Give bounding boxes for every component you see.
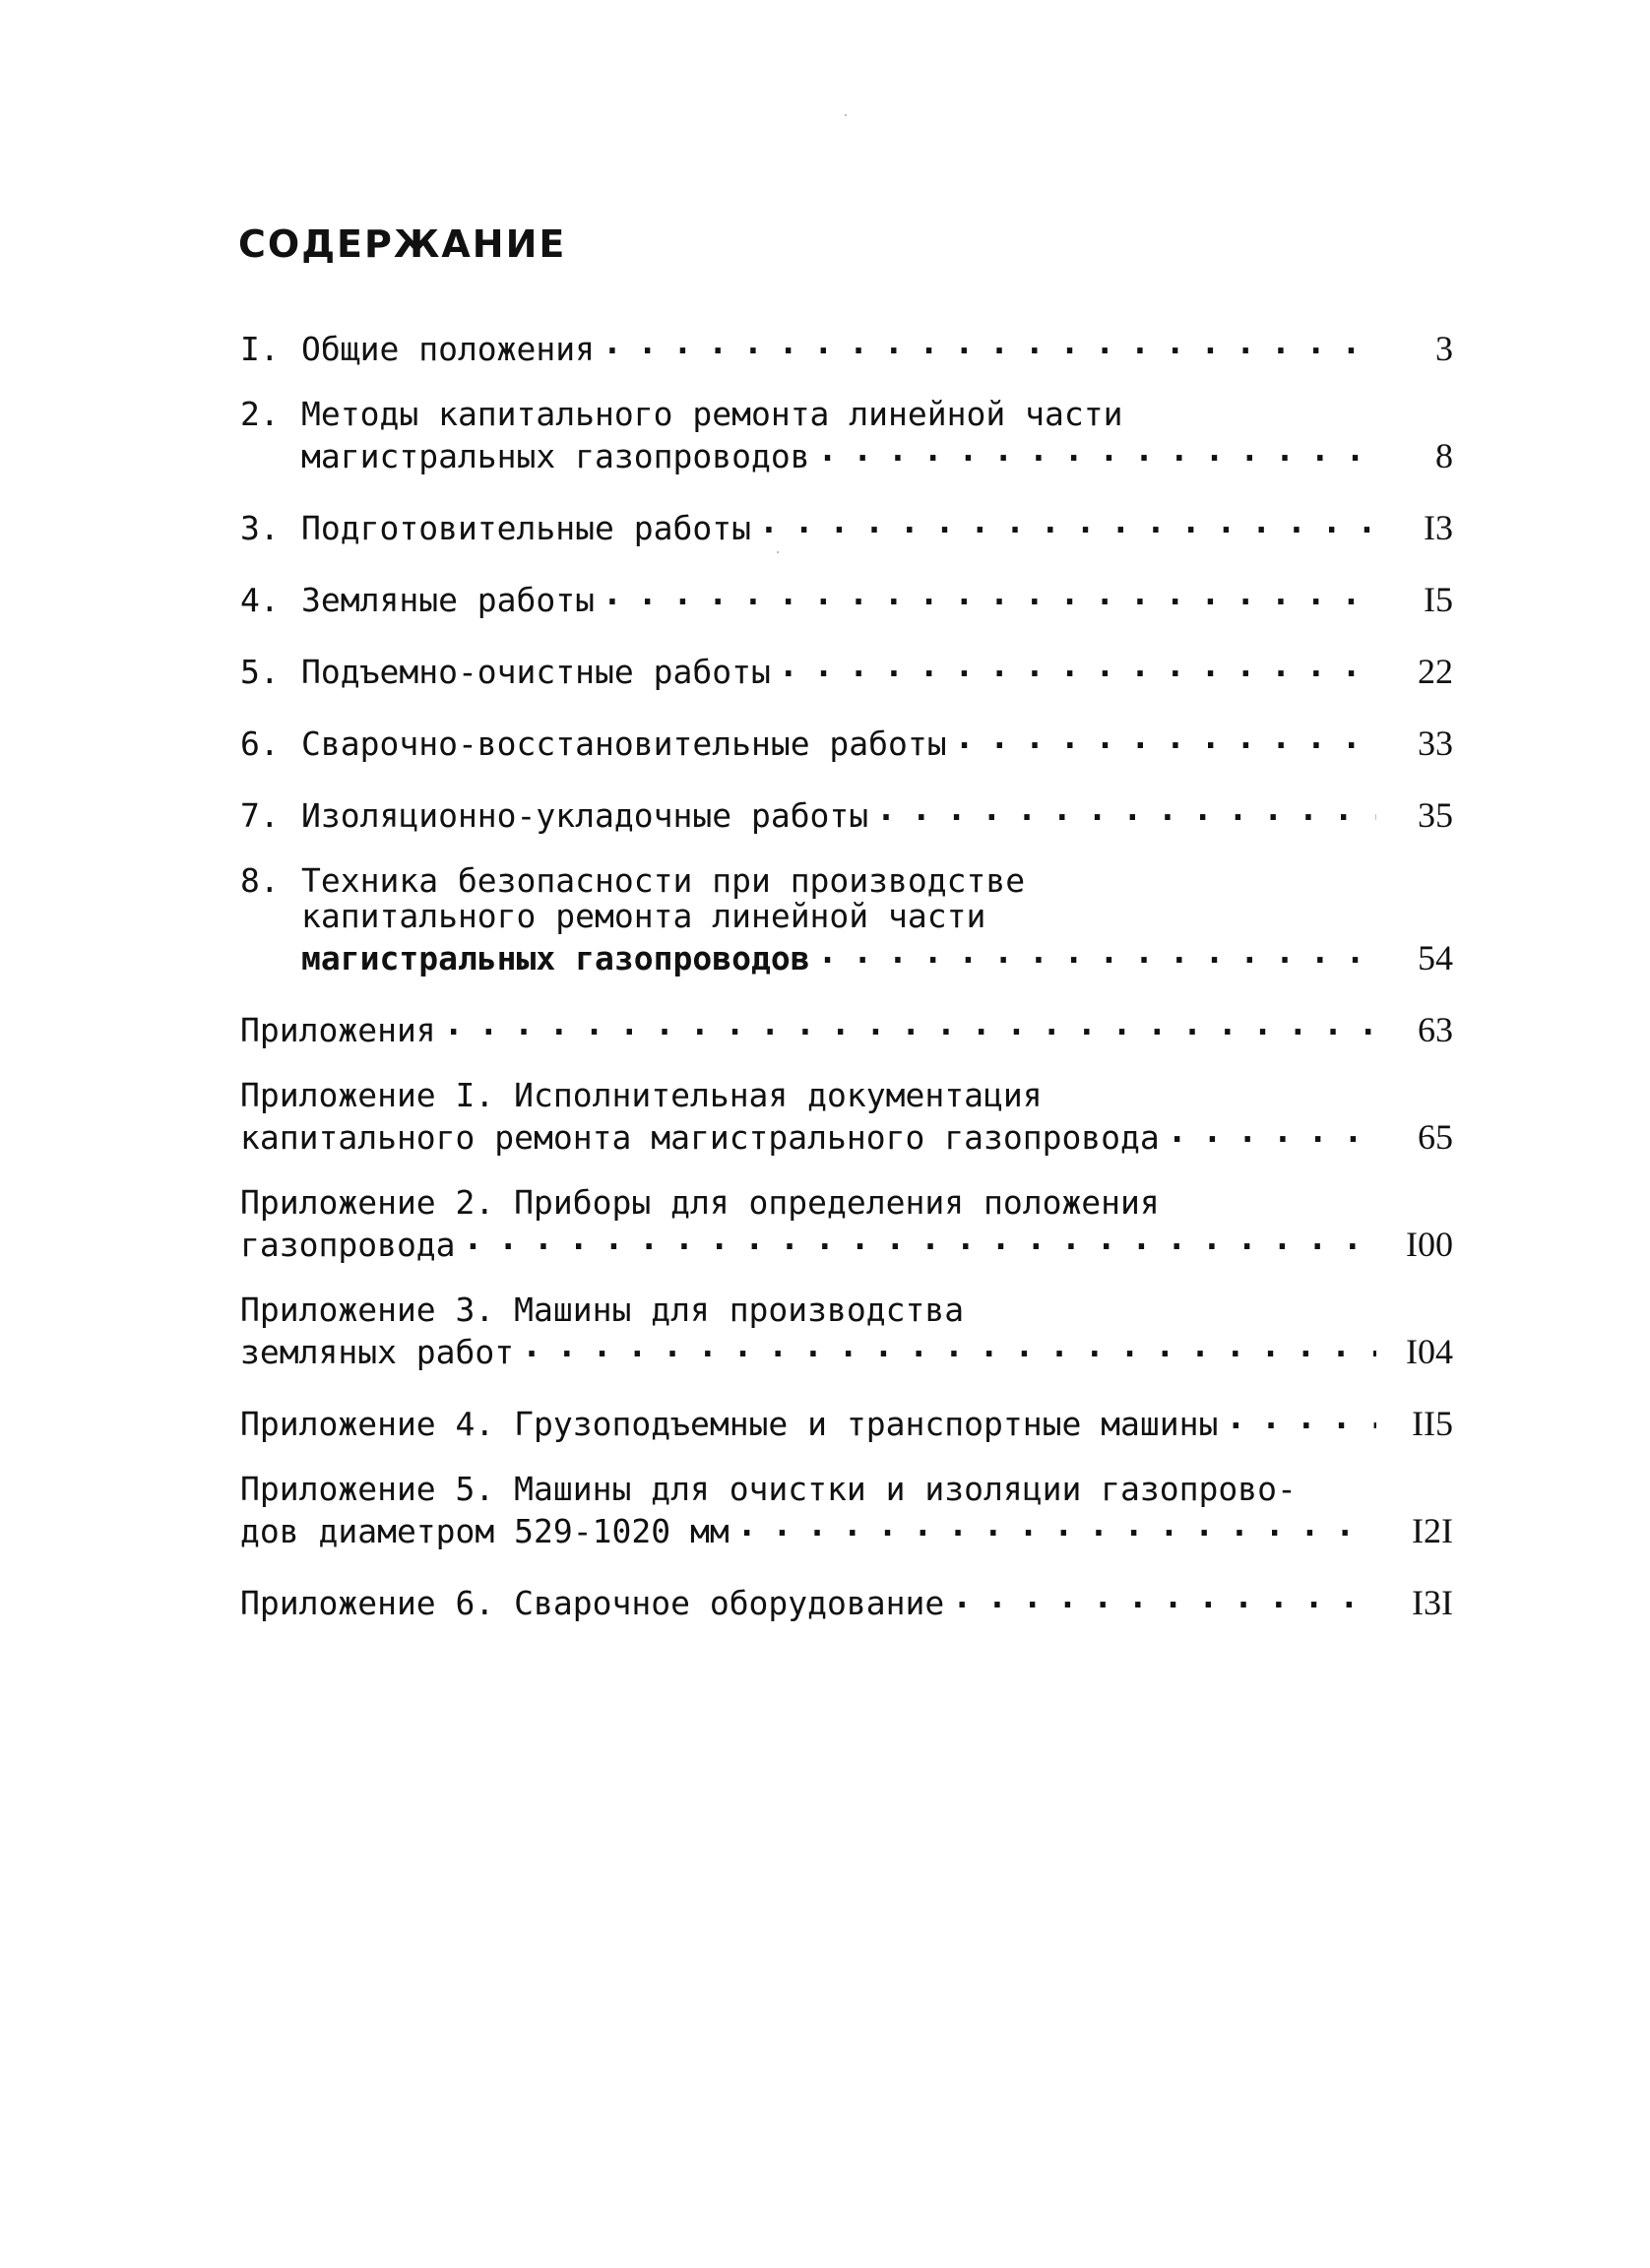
toc-entry-title: Методы капитального ремонта линейной части <box>301 395 1123 433</box>
toc-entry-title: Подготовительные работы <box>301 509 751 547</box>
toc-entry-number: 6. <box>240 724 280 763</box>
toc-entry-page: 54 <box>1418 938 1453 977</box>
toc-entry <box>240 720 1453 762</box>
toc-entry <box>240 1400 1453 1442</box>
toc-entry-title: Сварочно-восстановительные работы <box>301 724 947 763</box>
toc-title: СОДЕРЖАНИЕ <box>238 222 567 266</box>
toc-entry <box>240 648 1453 690</box>
toc-entry <box>240 504 1453 546</box>
toc-entry <box>240 1185 1453 1263</box>
toc-entry <box>240 1006 1453 1048</box>
toc-entry <box>240 1579 1453 1621</box>
toc-entry-title-continued: капитального ремонта магистрального газопровода <box>240 1118 1160 1157</box>
dot-leader <box>779 648 1376 683</box>
dot-leader <box>1168 1113 1376 1149</box>
toc-entry-number: 4. <box>240 581 280 619</box>
table-of-contents <box>240 325 1453 1621</box>
toc-entry-title-continued: дов диаметром 529-1020 мм <box>240 1512 730 1550</box>
toc-entry-page: I00 <box>1406 1225 1453 1264</box>
toc-entry-page: I04 <box>1406 1332 1453 1371</box>
toc-entry-title: Техника безопасности при производстве <box>301 861 1026 900</box>
toc-entry-title: Приложения <box>240 1011 436 1049</box>
dot-leader <box>464 1221 1376 1256</box>
toc-entry-page: 63 <box>1418 1010 1453 1049</box>
toc-entry <box>240 397 1453 474</box>
dot-leader <box>876 791 1376 827</box>
toc-entry-number: 7. <box>240 796 280 835</box>
toc-entry-title: Земляные работы <box>301 581 596 619</box>
toc-entry-number: 3. <box>240 509 280 547</box>
dot-leader <box>603 576 1376 611</box>
toc-entry-title: Общие положения <box>301 330 596 368</box>
toc-entry-number: I. <box>240 330 280 368</box>
dot-leader <box>952 1579 1376 1614</box>
toc-entry-number: 5. <box>240 653 280 691</box>
dot-leader <box>603 325 1376 360</box>
toc-entry-number: 2. <box>240 395 280 433</box>
toc-entry-page: 33 <box>1418 724 1453 763</box>
toc-entry-title: Приложение 5. Машины для очистки и изоляции газопрово- <box>240 1470 1297 1508</box>
dot-leader <box>737 1507 1376 1543</box>
toc-entry-title-continued: капитального ремонта линейной части <box>301 897 986 935</box>
toc-entry-page: I3 <box>1424 508 1453 547</box>
toc-entry <box>240 1292 1453 1370</box>
dot-leader <box>1226 1400 1376 1435</box>
dot-leader <box>759 504 1376 539</box>
toc-entry-page: 8 <box>1435 436 1453 475</box>
dot-leader <box>522 1328 1376 1363</box>
toc-entry-title: Приложение 2. Приборы для определения положения <box>240 1183 1160 1222</box>
toc-entry-page: 35 <box>1418 795 1453 835</box>
toc-entry <box>240 576 1453 618</box>
toc-entry-title: Приложение 3. Машины для производства <box>240 1291 965 1329</box>
toc-entry-page: I2I <box>1412 1511 1453 1550</box>
toc-entry <box>240 791 1453 834</box>
toc-entry-title-continued: магистральных газопроводов <box>301 437 810 475</box>
toc-entry-title-continued: земляных работ <box>240 1333 515 1371</box>
toc-entry-title: Приложение I. Исполнительная документация <box>240 1076 1043 1114</box>
toc-entry-page: 3 <box>1435 329 1453 368</box>
dot-leader <box>818 934 1376 970</box>
toc-entry-page: 22 <box>1418 652 1453 691</box>
toc-entry-title-continued: газопровода <box>240 1226 456 1264</box>
dot-leader <box>818 432 1376 468</box>
toc-entry-page: I3I <box>1412 1583 1453 1622</box>
toc-entry-title: Подъемно-очистные работы <box>301 653 771 691</box>
toc-entry-title: Изоляционно-укладочные работы <box>301 796 869 835</box>
toc-entry <box>240 863 1453 976</box>
toc-entry-page: 65 <box>1418 1117 1453 1157</box>
toc-entry-title: Приложение 4. Грузоподъемные и транспортные машины <box>240 1405 1219 1443</box>
toc-entry-page: I5 <box>1424 580 1453 619</box>
dot-leader <box>955 720 1376 755</box>
toc-entry-page: II5 <box>1412 1404 1453 1443</box>
toc-entry <box>240 325 1453 367</box>
toc-entry <box>240 1472 1453 1549</box>
toc-entry <box>240 1078 1453 1156</box>
scan-speck <box>845 114 847 116</box>
dot-leader <box>444 1006 1376 1041</box>
toc-entry-number: 8. <box>240 861 280 900</box>
toc-entry-title: Приложение 6. Сварочное оборудование <box>240 1584 945 1622</box>
toc-entry-title-continued: магистральных газопроводов <box>301 939 810 977</box>
